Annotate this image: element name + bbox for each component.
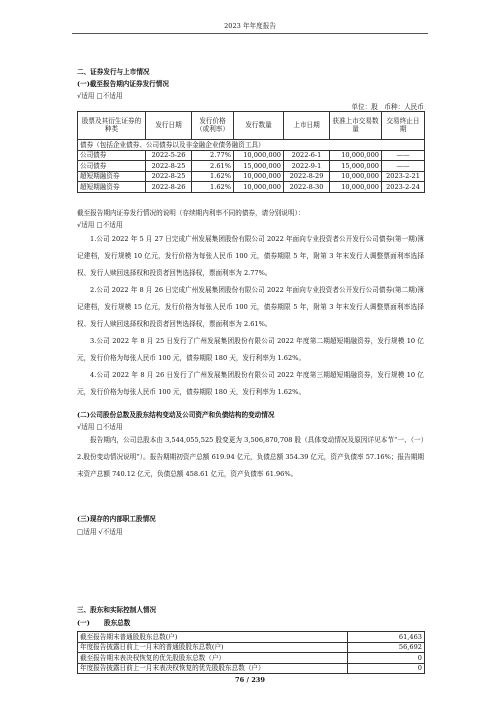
table-header-row <box>78 112 425 140</box>
table-row <box>78 642 425 653</box>
table-row <box>78 161 425 172</box>
table-cell: 61,463 <box>348 632 425 643</box>
table-cell: 2.61% <box>192 161 234 172</box>
table-row <box>78 653 425 664</box>
section-3-title: 三、股东和实际控制人情况 <box>77 606 157 614</box>
table-cell: 10,000,000 <box>234 182 284 193</box>
table-cell: 2022-6-1 <box>284 150 330 161</box>
table-cell: 10,000,000 <box>234 171 284 182</box>
table-row <box>78 632 425 643</box>
table-category-row <box>78 140 425 151</box>
section-2-title: 二、证券发行与上市情况 <box>77 68 150 76</box>
table-cell: 超短期融资券 <box>78 171 146 182</box>
table-cell: 10,000,000 <box>330 171 382 182</box>
table-cell: 2022-8-30 <box>284 182 330 193</box>
column-header: 获准上市交易数量 <box>330 112 382 140</box>
table-cell: 截至报告期末表决权恢复的优先股股东总数（户） <box>78 653 348 664</box>
table-row <box>78 171 425 182</box>
table-cell: 年度报告披露日前上一月末表决权恢复的优先股股东总数（户） <box>78 663 348 674</box>
table-cell: 公司债券 <box>78 150 146 161</box>
table-cell: 56,692 <box>348 642 425 653</box>
table-cell: 2022-5-26 <box>146 150 192 161</box>
section-2-2-title: (二)公司股份总数及股东结构变动及公司资产和负债结构的变动情况 <box>77 411 275 419</box>
issuance-note-checkbox: √适用 □不适用 <box>77 221 123 229</box>
table-cell: 2022-8-29 <box>284 171 330 182</box>
column-header: 股票及其衍生证券的种类 <box>78 112 146 140</box>
section-2-1-checkbox: √适用 □不适用 <box>77 92 123 100</box>
issuance-note-1: 1.公司 2022 年 5 月 27 日完成广州发展集团股份有限公司 2022 年面向专业投资者公开发行公司债券(第一期)簿记建档，发行规模 10 亿元，发行价格为每张人民币 100 元，债券期限 5 年，附第 3 年末发行人调整票面利率选择权、发行人赎回选择权和投资者回售选择权，票面利率为 2.77%。 <box>77 235 424 277</box>
table-cell: 10,000,000 <box>330 182 382 193</box>
securities-issuance-table <box>77 111 425 193</box>
table-cell: 2.77% <box>192 150 234 161</box>
column-header: 发行日期 <box>146 112 192 140</box>
section-2-1-title: (一)截至报告期内证券发行情况 <box>77 80 169 88</box>
table-cell: —— <box>382 150 425 161</box>
table-cell: 2022-8-26 <box>146 182 192 193</box>
table-row <box>78 182 425 193</box>
column-header: 发行数量 <box>234 112 284 140</box>
page-header: 2023 年年度报告 <box>224 22 276 30</box>
table-cell: 2022-9-1 <box>284 161 330 172</box>
table-cell: 超短期融资券 <box>78 182 146 193</box>
table-cell: 0 <box>348 663 425 674</box>
table-cell: 10,000,000 <box>330 150 382 161</box>
issuance-note-title: 截至报告期内证券发行情况的说明（存续期内利率不同的债券，请分别说明）： <box>77 209 305 217</box>
table-cell: —— <box>382 161 425 172</box>
table-cell: 15,000,000 <box>330 161 382 172</box>
share-structure-paragraph: 报告期内，公司总股本由 3,544,055,525 股变更为 3,506,870,708 股（具体变动情况及原因详见本节“一、（一）2.股份变动情况说明”）。报告期期初资产总额 619.94 亿元，负债总额 354.39 亿元，资产负债率 57.16%；报告期期末资产总额 740.12 亿元，负债总额 458.61 亿元，资产负债率 61.96%。 <box>77 436 424 478</box>
column-header: 交易终止日期 <box>382 112 425 140</box>
column-header: 发行价格（或利率） <box>192 112 234 140</box>
table-row <box>78 150 425 161</box>
section-3-1-number: (一) <box>77 619 90 627</box>
table-cell: 2022-8-25 <box>146 171 192 182</box>
category-cell: 债券（包括企业债券、公司债券以及非金融企业债务融资工具） <box>78 140 425 151</box>
table-row <box>78 663 425 674</box>
section-2-3-checkbox: □适用 √不适用 <box>77 528 123 536</box>
page-number: 76 / 239 <box>235 676 265 684</box>
shareholder-count-table <box>77 631 425 674</box>
table-cell: 1.62% <box>192 182 234 193</box>
table-cell: 2022-8-25 <box>146 161 192 172</box>
issuance-note-3: 3.公司 2022 年 8 月 25 日发行了广州发展集团股份有限公司 2022 年度第二期超短期融资券，发行规模 10 亿元，发行价格为每张人民币 100 元，债券期限 180 天，发行利率为 1.62%。 <box>77 337 424 362</box>
table-cell: 0 <box>348 653 425 664</box>
issuance-note-4: 4.公司 2022 年 8 月 26 日发行了广州发展集团股份有限公司 2022 年度第三期超短期融资券，发行规模 10 亿元，发行价格为每张人民币 100 元，债券期限 180 天，发行利率为 1.62%。 <box>77 371 424 396</box>
table-cell: 15,000,000 <box>234 161 284 172</box>
section-2-2-checkbox: √适用 □不适用 <box>77 423 123 431</box>
table-cell: 年度报告披露日前上一月末的普通股股东总数(户) <box>78 642 348 653</box>
section-2-3-title: (三)现存的内部职工股情况 <box>77 515 156 523</box>
unit-label: 单位：股 币种：人民币 <box>351 103 424 111</box>
column-header: 上市日期 <box>284 112 330 140</box>
issuance-note-2: 2.公司 2022 年 8 月 26 日完成广州发展集团股份有限公司 2022 年面向专业投资者公开发行公司债券(第二期)簿记建档，发行规模 15 亿元，发行价格为每张人民币 100 元，债券期限 5 年，附第 3 年末发行人调整票面利率选择权、发行人赎回选择权和投资者回售选择权，票面利率为 2.61%。 <box>77 286 424 328</box>
header-divider <box>72 33 428 34</box>
table-cell: 2023-2-24 <box>382 182 425 193</box>
table-cell: 截至报告期末普通股股东总数(户) <box>78 632 348 643</box>
table-cell: 10,000,000 <box>234 150 284 161</box>
table-cell: 公司债券 <box>78 161 146 172</box>
section-3-1-title: 股东总数 <box>104 619 131 627</box>
table-cell: 1.62% <box>192 171 234 182</box>
table-cell: 2023-2-21 <box>382 171 425 182</box>
